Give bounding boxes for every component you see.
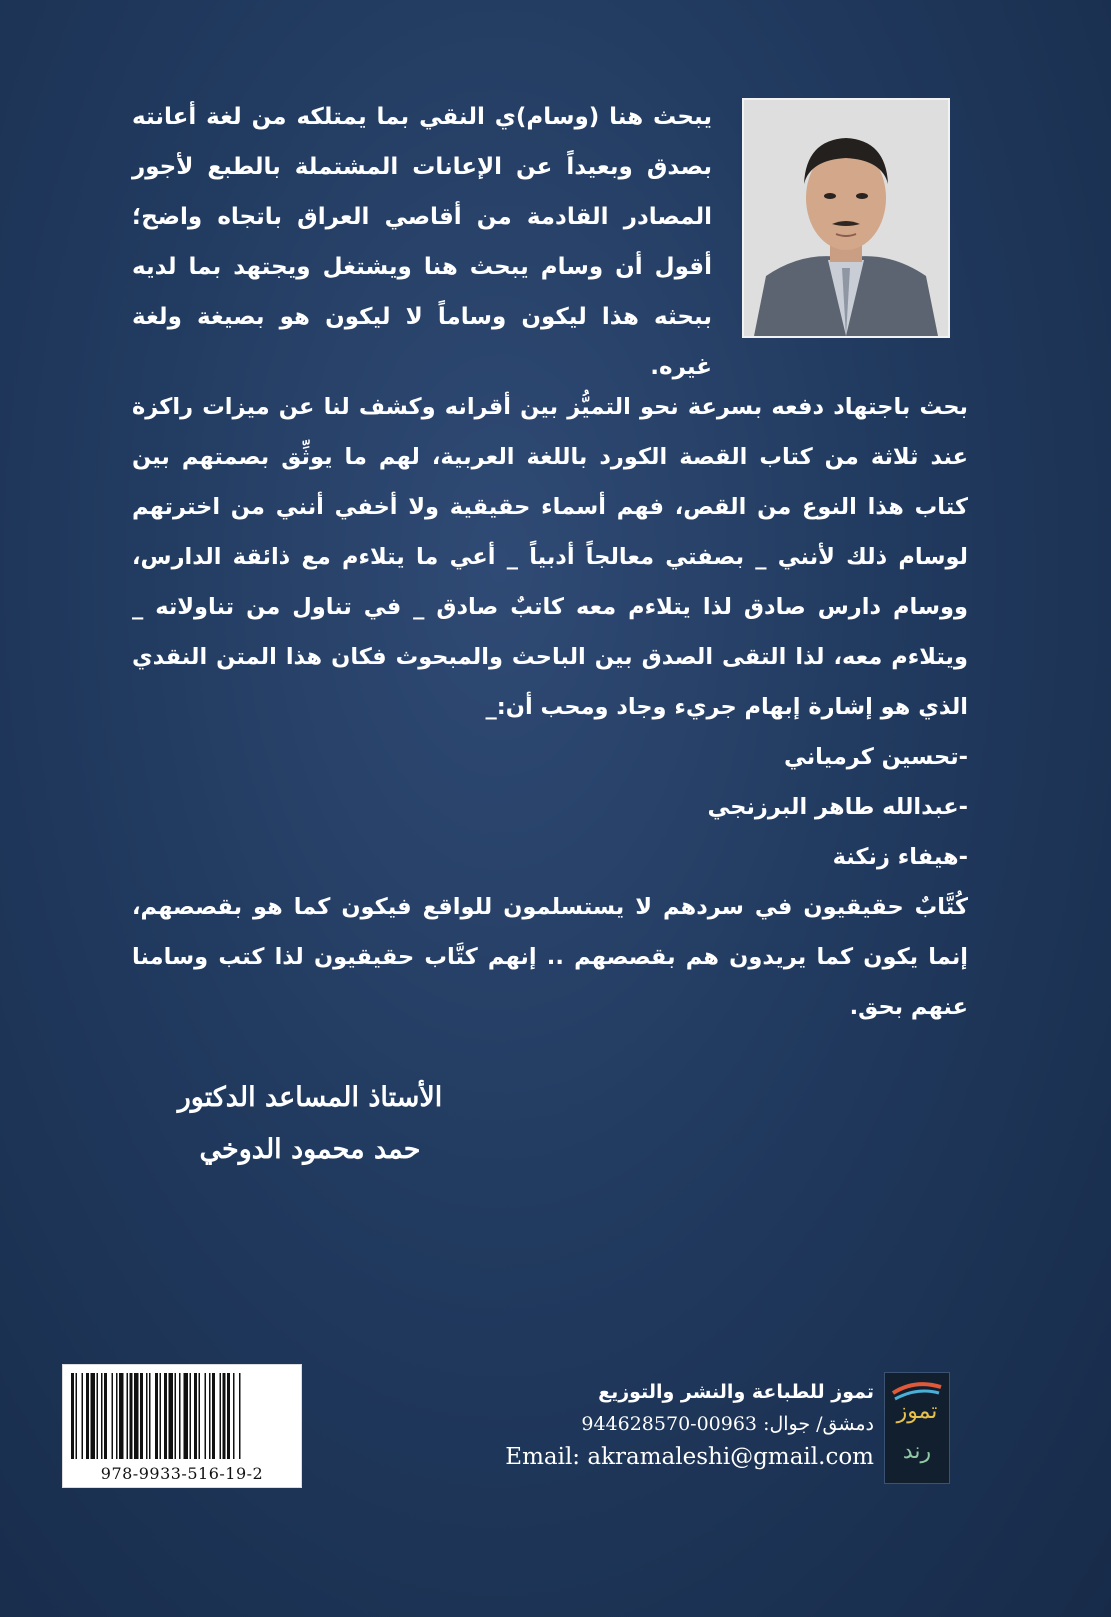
barcode-bar <box>71 1373 74 1459</box>
barcode-bar <box>223 1373 226 1459</box>
author-photo <box>742 98 950 338</box>
barcode-bar <box>91 1373 96 1459</box>
list-item: -هيفاء زنكنة <box>832 844 968 870</box>
barcode-bar <box>86 1373 89 1459</box>
barcode-bar <box>205 1373 207 1459</box>
list-item: -تحسين كرمياني <box>783 744 968 770</box>
isbn-barcode <box>62 1364 302 1488</box>
signature-name: حمد محمود الدوخي <box>199 1134 421 1165</box>
barcode-bar <box>194 1373 197 1459</box>
blurb-body <box>132 382 968 1032</box>
author-intro-text <box>132 92 712 392</box>
author-portrait-illustration <box>744 100 948 336</box>
barcode-bar <box>160 1373 162 1459</box>
publisher-phone: دمشق/ جوال: 00963-944628570 <box>581 1413 874 1435</box>
barcode-bar <box>209 1373 211 1459</box>
barcode-bar <box>119 1373 124 1459</box>
barcode-bar <box>233 1373 235 1459</box>
intro-paragraph: يبحث هنا (وسام)ي النقي بما يمتلكه من لغة أعانته بصدق وبعيداً عن الإعانات المشتملة بالطبع لأجور المصادر القادمة من أقاصي العراق باتجاه واضح؛ أقول أن وسام يبحث هنا ويشتغل ويجتهد بما لديه ببحثه هذا ليكون وساماً لا ليكون هو بصيغة ولغة غيره. <box>132 104 712 380</box>
barcode-bar <box>199 1373 201 1459</box>
barcode-bar <box>97 1373 99 1459</box>
signature-block <box>150 1072 470 1176</box>
barcode-bar <box>179 1373 181 1459</box>
barcode-bar <box>239 1373 241 1459</box>
publisher-info <box>450 1376 874 1474</box>
list-item: -عبدالله طاهر البرزنجي <box>707 794 968 820</box>
barcode-bar <box>146 1373 148 1459</box>
logo-text: تموز <box>896 1399 938 1424</box>
barcode-bar <box>127 1373 129 1459</box>
barcode-bar <box>220 1373 222 1459</box>
authors-list <box>132 732 968 882</box>
barcode-bars <box>71 1373 295 1459</box>
barcode-bar <box>116 1373 118 1459</box>
barcode-bar <box>101 1373 103 1459</box>
barcode-bar <box>130 1373 133 1459</box>
barcode-bar <box>227 1373 230 1459</box>
barcode-bar <box>140 1373 143 1459</box>
barcode-bar <box>164 1373 167 1459</box>
barcode-bar <box>175 1373 177 1459</box>
blurb-paragraph-2: كُتَّابٌ حقيقيون في سردهم لا يستسلمون للواقع فيكون كما هو بقصصهم، إنما يكون كما يريدون هم بقصصهم .. إنهم كتَّاب حقيقيون لذا كتب وسامنا عنهم بحق. <box>132 894 968 1020</box>
blurb-paragraph-1: بحث باجتهاد دفعه بسرعة نحو التميُّز بين أقرانه وكشف لنا عن ميزات راكزة عند ثلاثة من كتاب القصة الكورد باللغة العربية، لهم ما يوثِّق بصمتهم بين كتاب هذا النوع من القص، فهم أسماء حقيقية ولا أخفي أنني من اخترتهم لوسام ذلك لأنني _ بصفتي معالجاً أدبياً _ أعي ما يتلاءم مع ذائقة الدارس، ووسام دارس صادق لذا يتلاءم معه كاتبٌ صادق _ في تناول من تناولاته _ ويتلاءم معه، لذا التقى الصدق بين الباحث والمبحوث فكان هذا المتن النقدي الذي هو إشارة إبهام جريء وجاد ومحب أن:_ <box>132 394 968 720</box>
barcode-bar <box>169 1373 174 1459</box>
barcode-bar <box>112 1373 114 1459</box>
publisher-email: Email: akramaleshi@gmail.com <box>505 1444 874 1470</box>
isbn-number: 978-9933-516-19-2 <box>100 1464 264 1483</box>
barcode-bar <box>149 1373 151 1459</box>
barcode-bar <box>190 1373 192 1459</box>
barcode-bar <box>82 1373 84 1459</box>
barcode-bar <box>212 1373 215 1459</box>
logo-subtext: رند <box>902 1439 932 1464</box>
barcode-bar <box>134 1373 139 1459</box>
publisher-logo <box>884 1372 950 1484</box>
barcode-bar <box>104 1373 107 1459</box>
publisher-name: تموز للطباعة والنشر والتوزيع <box>598 1381 874 1403</box>
barcode-bar <box>155 1373 158 1459</box>
signature-title: الأستاذ المساعد الدكتور <box>177 1082 443 1113</box>
barcode-bar <box>184 1373 189 1459</box>
barcode-bar <box>76 1373 78 1459</box>
